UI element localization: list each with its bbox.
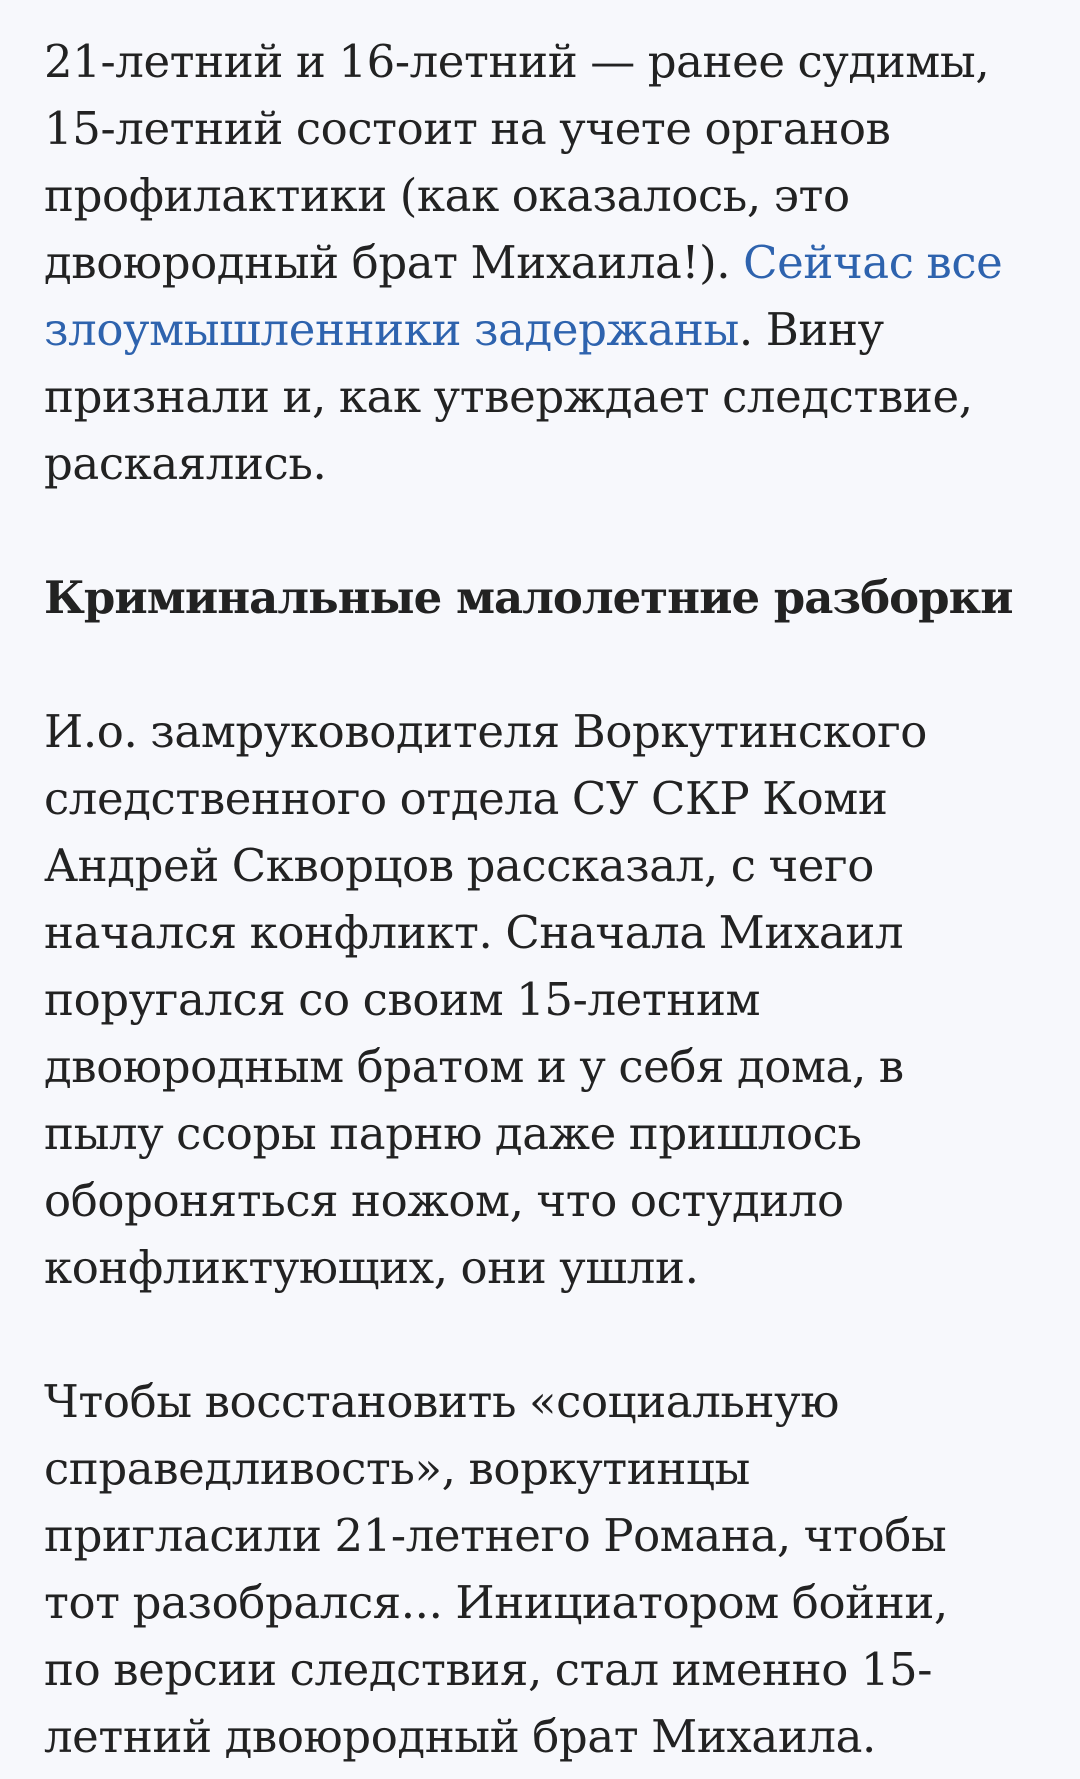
text-line: профилактики (как оказалось, это [44, 169, 850, 222]
text-segment: двоюродный брат Михаила!). [44, 236, 744, 289]
text-line: справедливость», воркутинцы [44, 1442, 750, 1495]
paragraph-conflict-origin [44, 698, 1038, 1301]
detained-news-link-continued[interactable]: злоумышленники задержаны [44, 303, 739, 356]
text-line: Чтобы восстановить «социальную [44, 1375, 839, 1428]
text-line: двоюродным братом и у себя дома, в [44, 1040, 904, 1093]
text-line: Андрей Скворцов рассказал, с чего [44, 839, 874, 892]
section-heading: Криминальные малолетние разборки [44, 571, 1013, 624]
text-line: обороняться ножом, что остудило [44, 1174, 844, 1227]
text-line: пригласили 21-летнего Романа, чтобы [44, 1509, 947, 1562]
text-line: тот разобрался... Инициатором бойни, [44, 1576, 948, 1629]
text-line: 21-летний и 16-летний — ранее судимы, [44, 35, 990, 88]
text-line [44, 229, 1038, 296]
text-line: признали и, как утверждает следствие, [44, 370, 973, 423]
text-line: И.о. замруководителя Воркутинского [44, 705, 927, 758]
text-line: начался конфликт. Сначала Михаил [44, 906, 904, 959]
text-line: следственного отдела СУ СКР Коми [44, 772, 888, 825]
text-line: 15-летний состоит на учете органов [44, 102, 891, 155]
text-line: пылу ссоры парню даже пришлось [44, 1107, 862, 1160]
text-line: поругался со своим 15-летним [44, 973, 761, 1026]
text-segment: . Вину [738, 303, 884, 356]
paragraph-suspects [44, 28, 1038, 497]
text-line [44, 296, 1038, 363]
text-line: раскаялись. [44, 437, 327, 490]
detained-news-link[interactable]: Сейчас все [743, 236, 1003, 289]
text-line: летний двоюродный брат Михаила. [44, 1710, 876, 1763]
section-heading-container [44, 564, 1038, 631]
text-line: конфликтующих, они ушли. [44, 1241, 699, 1294]
paragraph-initiator [44, 1368, 1038, 1770]
text-line: по версии следствия, стал именно 15- [44, 1643, 933, 1696]
